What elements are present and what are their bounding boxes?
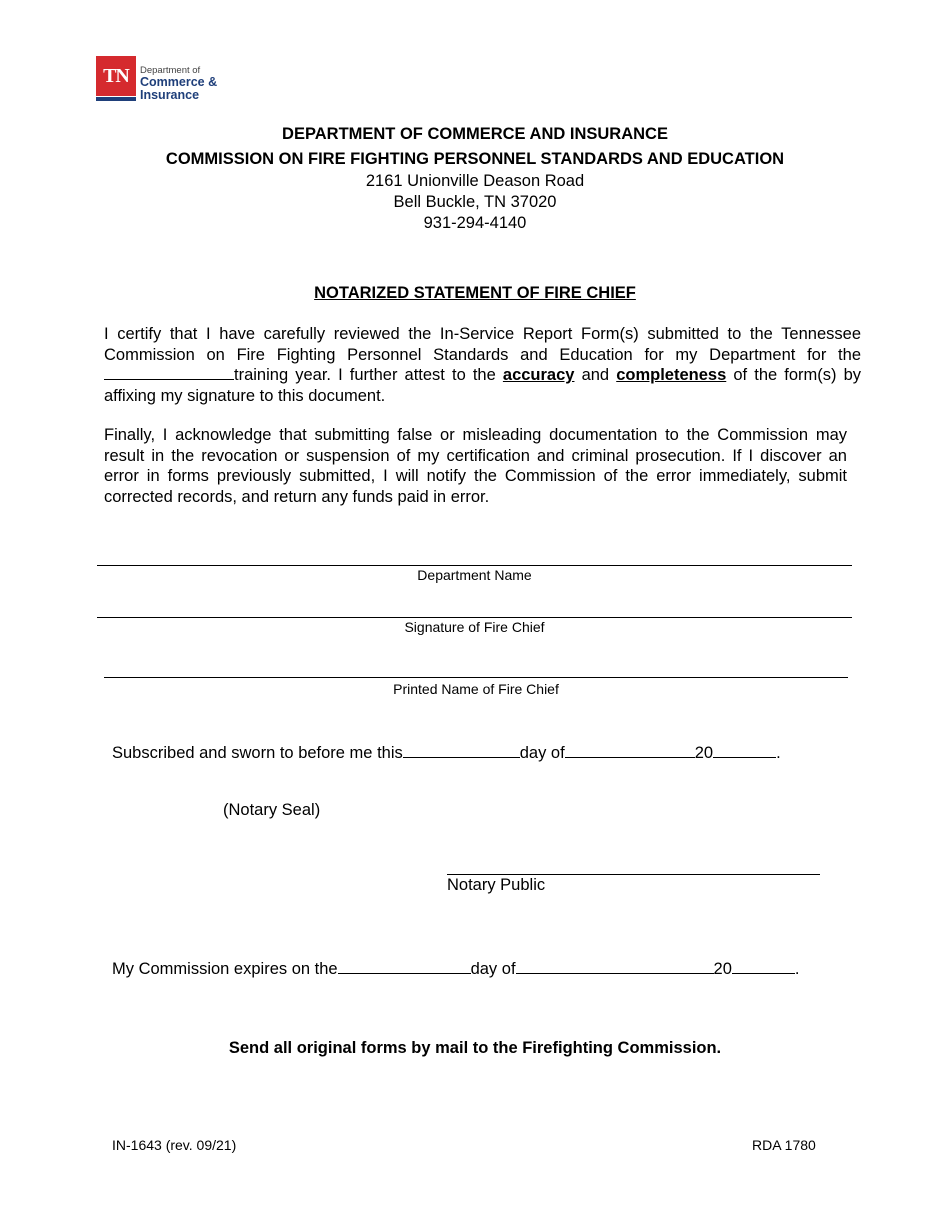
sworn-line: Subscribed and sworn to before me this day of 20 .	[112, 744, 781, 762]
mail-instructions: Send all original forms by mail to the Firefighting Commission.	[228, 1039, 722, 1057]
expires-day-field[interactable]	[338, 959, 471, 974]
header-title-commission: COMMISSION ON FIRE FIGHTING PERSONNEL STANDARDS AND EDUCATION	[165, 150, 785, 168]
notary-public-label: Notary Public	[447, 876, 546, 894]
tn-logo	[96, 56, 226, 104]
signature-field[interactable]	[97, 617, 852, 618]
form-title: NOTARIZED STATEMENT OF FIRE CHIEF	[314, 284, 636, 302]
form-number: IN-1643 (rev. 09/21)	[112, 1137, 237, 1153]
printed-name-field[interactable]	[104, 677, 848, 678]
acknowledgement-paragraph: Finally, I acknowledge that submitting false or misleading documentation to the Commission may result in the revocation or suspension of my certification and criminal prosecution. If I discover an error in forms previously submitted, I will notify the Commission of the error immediately, submit corrected records, and return any funds paid in error.	[104, 426, 847, 507]
training-year-field[interactable]	[104, 365, 234, 380]
department-name-label: Department Name	[417, 567, 532, 583]
tn-logo-mark: TN	[96, 56, 136, 96]
header-title-dept: DEPARTMENT OF COMMERCE AND INSURANCE	[282, 125, 668, 143]
notary-signature-field[interactable]	[447, 874, 820, 875]
notary-seal-label: (Notary Seal)	[223, 801, 321, 819]
rda-number: RDA 1780	[752, 1137, 816, 1153]
sworn-day-field[interactable]	[403, 743, 520, 758]
header-phone: 931-294-4140	[423, 214, 527, 232]
sworn-year-field[interactable]	[713, 743, 776, 758]
department-name-field[interactable]	[97, 565, 852, 566]
header-address-street: 2161 Unionville Deason Road	[365, 172, 585, 190]
certification-paragraph: I certify that I have carefully reviewed the In-Service Report Form(s) submitted to the Tennessee Commission on Fire Fighting Personnel Standards and Education for my Department for the training year. I further attest to the accuracy and completeness of the form(s) by affixing my signature to this document.	[104, 325, 862, 406]
expires-month-field[interactable]	[516, 959, 714, 974]
logo-name-text: Commerce & Insurance	[140, 75, 218, 102]
expires-line: My Commission expires on the day of 20 .	[112, 960, 800, 978]
sworn-month-field[interactable]	[565, 743, 695, 758]
tn-logo-underline	[96, 97, 136, 101]
expires-year-field[interactable]	[732, 959, 795, 974]
printed-name-label: Printed Name of Fire Chief	[393, 681, 559, 697]
header-address-city: Bell Buckle, TN 37020	[393, 193, 557, 211]
logo-dept-text: Department of	[140, 65, 201, 76]
signature-label: Signature of Fire Chief	[404, 619, 545, 635]
